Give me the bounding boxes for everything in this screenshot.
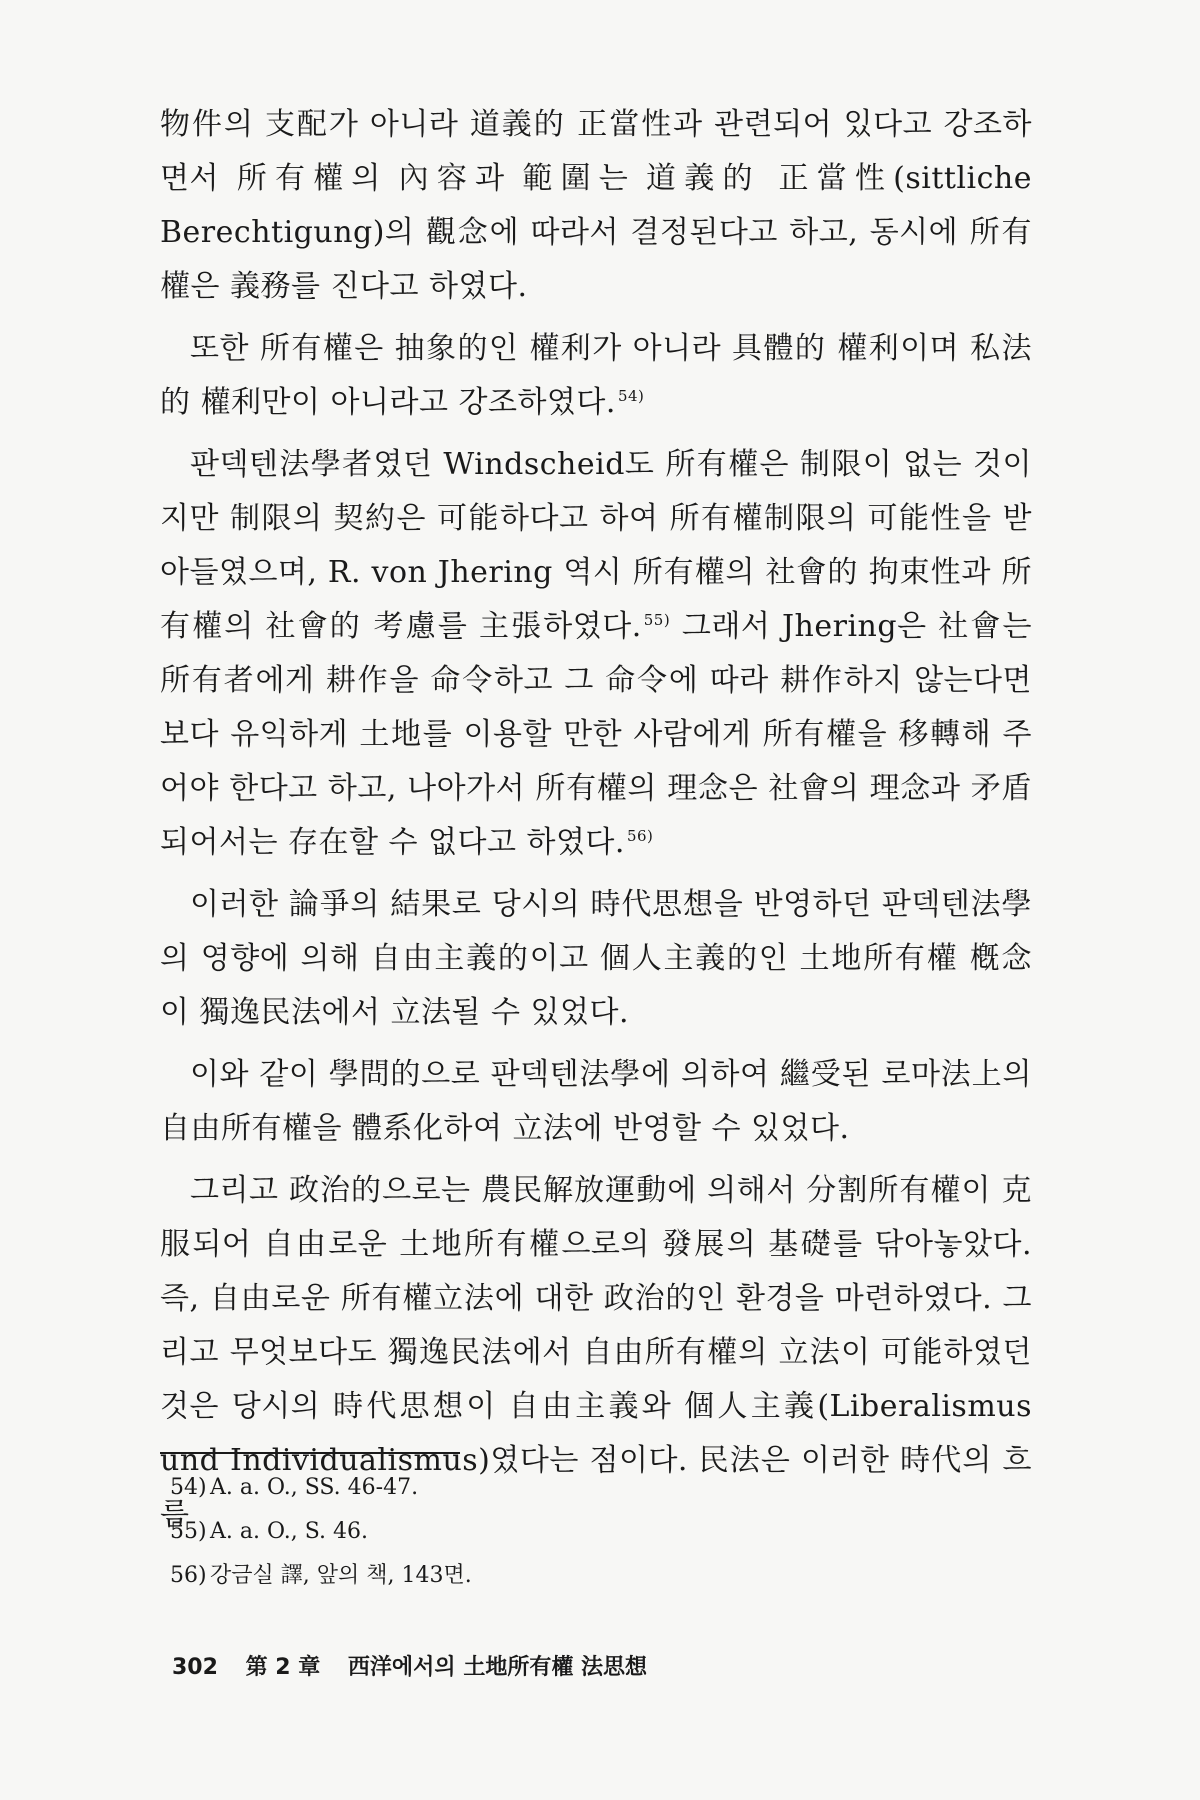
footnote-text: A. a. O., SS. 46-47.: [210, 1475, 419, 1500]
chapter-label: 第 2 章: [245, 1655, 321, 1680]
footnote-divider: [160, 1452, 460, 1454]
paragraph-2: [160, 322, 1032, 430]
footnote-56: [170, 1554, 1030, 1598]
footnote-ref-55[interactable]: 55): [643, 611, 671, 629]
footnote-number: 56): [170, 1563, 207, 1588]
paragraph-text: 이와 같이 學問的으로 판덱텐法學에 의하여 繼受된 로마法上의 自由所有權을 體系化하여 立法에 반영할 수 있었다.: [160, 1057, 1032, 1146]
page-number: 302: [172, 1655, 218, 1680]
paragraph-text: 또한 所有權은 抽象的인 權利가 아니라 具體的 權利이며 私法的 權利만이 아니라고 강조하였다.: [160, 331, 1032, 420]
footnote-text: 강금실 譯, 앞의 책, 143면.: [210, 1563, 472, 1588]
paragraph-text: 판덱텐法學者였던 Windscheid도 所有權은 制限이 없는 것이지만 制限의 契約은 可能하다고 하여 所有權制限의 可能性을 받아들였으며, R. von Jhering 역시 所有權의 社會的 拘束性과 所有權의 社會的 考慮를 主張하였다.: [160, 447, 1032, 644]
paragraph-text: 物件의 支配가 아니라 道義的 正當性과 관련되어 있다고 강조하면서 所有權의 內容과 範圍는 道義的 正當性(sittliche Berechtigung)의 觀念에 따라서 결정된다고 하고, 동시에 所有權은 義務를 진다고 하였다.: [160, 107, 1032, 304]
paragraph-4: [160, 878, 1032, 1040]
footnotes: [170, 1466, 1030, 1598]
paragraph-5: [160, 1048, 1032, 1156]
footnote-number: 55): [170, 1519, 207, 1544]
paragraph-text: 이러한 論爭의 結果로 당시의 時代思想을 반영하던 판덱텐法學의 영향에 의해 自由主義的이고 個人主義的인 土地所有權 槪念이 獨逸民法에서 立法될 수 있었다.: [160, 887, 1032, 1030]
running-footer: [172, 1650, 667, 1681]
footnote-number: 54): [170, 1475, 207, 1500]
footnote-55: [170, 1510, 1030, 1554]
footnote-ref-56[interactable]: 56): [626, 827, 654, 845]
footnote-ref-54[interactable]: 54): [617, 387, 645, 405]
paragraph-text: 그래서 Jhering은 社會는 所有者에게 耕作을 命令하고 그 命令에 따라 耕作하지 않는다면 보다 유익하게 土地를 이용할 만한 사람에게 所有權을 移轉해 주어야 한다고 하고, 나아가서 所有權의 理念은 社會의 理念과 矛盾되어서는 存在할 수 없다고 하였다.: [160, 609, 1032, 860]
paragraph-text: 그리고 政治的으로는 農民解放運動에 의해서 分割所有權이 克服되어 自由로운 土地所有權으로의 發展의 基礎를 닦아놓았다. 즉, 自由로운 所有權立法에 대한 政治的인 환경을 마련하였다. 그리고 무엇보다도 獨逸民法에서 自由所有權의 立法이 可能하였던 것은 당시의 時代思想이 自由主義와 個人主義(Liberalismus und Individualismus)였다는 점이다. 民法은 이러한 時代의 흐름: [160, 1173, 1032, 1532]
footnote-text: A. a. O., S. 46.: [210, 1519, 368, 1544]
body-text: [160, 98, 1032, 1550]
footnote-54: [170, 1466, 1030, 1510]
paragraph-1: [160, 98, 1032, 314]
paragraph-3: [160, 438, 1032, 870]
chapter-title: 西洋에서의 土地所有權 法思想: [347, 1655, 647, 1680]
